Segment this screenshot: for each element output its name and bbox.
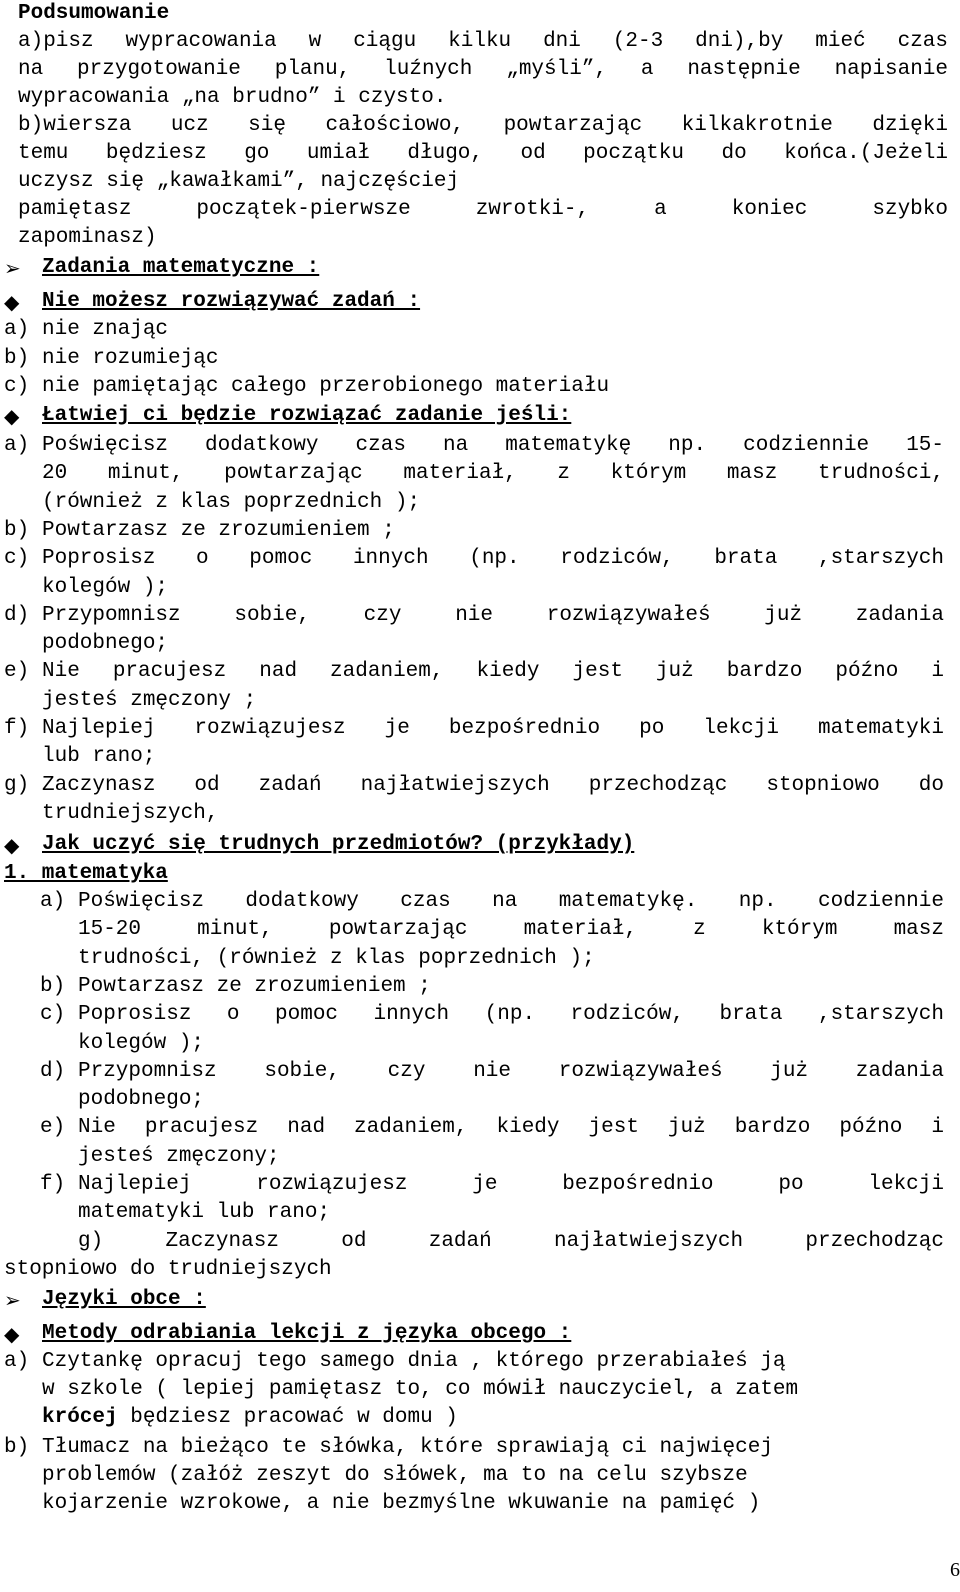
- intro-line: na przygotowanie planu, luźnych „myśli”, a następnie napisanie: [18, 58, 948, 81]
- math-tip-g-line2: stopniowo do trudniejszych: [4, 1258, 332, 1281]
- arrow-bullet-icon: ➢: [4, 256, 21, 280]
- list-marker: b): [40, 974, 66, 998]
- easier-if-line: Powtarzasz ze zrozumieniem ;: [42, 518, 395, 542]
- list-marker: b): [4, 1436, 30, 1459]
- easier-if-line: Poświęcisz dodatkowy czas na matematykę np. codziennie 15-: [42, 434, 944, 457]
- diamond-bullet-icon: ◆: [4, 290, 20, 314]
- math-tip-line: Przypomnisz sobie, czy nie rozwiązywałeś już zadania: [78, 1059, 944, 1083]
- language-tip-a-line3: [42, 1404, 458, 1432]
- math-tip-line: trudności, (również z klas poprzednich );: [78, 946, 595, 970]
- easier-if-line: kolegów );: [42, 575, 169, 599]
- list-marker: a): [4, 434, 30, 457]
- easier-if-line: Najlepiej rozwiązujesz je bezpośrednio po lekcji matematyki: [42, 717, 944, 740]
- easier-if-line: podobnego;: [42, 632, 169, 656]
- easier-if-line: 20 minut, powtarzając materiał, z którym masz trudności,: [42, 462, 944, 486]
- section-heading-podsumowanie: Podsumowanie: [18, 2, 170, 25]
- list-marker: b): [4, 518, 30, 542]
- intro-line: temu będziesz go umiał długo, od początku do końca.(Jeżeli: [18, 142, 948, 165]
- easier-if-line: Poprosisz o pomoc innych (np. rodziców, brata ,starszych: [42, 547, 944, 571]
- list-marker: a): [4, 318, 30, 341]
- heading-easier-if: Łatwiej ci będzie rozwiązać zadanie jeśli:: [42, 404, 572, 427]
- cannot-solve-item: nie pamiętając całego przerobionego materiału: [42, 375, 610, 398]
- math-tip-line: Najlepiej rozwiązujesz je bezpośrednio po lekcji: [78, 1173, 944, 1196]
- language-tip-a-line2: w szkole ( lepiej pamiętasz to, co mówił nauczyciel, a zatem: [42, 1378, 799, 1401]
- intro-line: a)pisz wypracowania w ciągu kilku dni (2-3 dni),by mieć czas: [18, 30, 948, 53]
- heading-language-methods: Metody odrabiania lekcji z języka obcego :: [42, 1322, 572, 1345]
- list-marker: f): [40, 1173, 66, 1196]
- language-tip-b-line2: problemów (załóż zeszyt do słówek, ma to na celu szybsze: [42, 1464, 748, 1487]
- list-marker: g): [4, 773, 30, 797]
- heading-foreign-languages: Języki obce :: [42, 1288, 206, 1311]
- intro-line: pamiętasz początek-pierwsze zwrotki-, a koniec szybko: [18, 198, 948, 221]
- math-tip-line: Nie pracujesz nad zadaniem, kiedy jest już bardzo późno i: [78, 1116, 944, 1140]
- easier-if-line: lub rano;: [42, 745, 156, 769]
- math-tip-line: matematyki lub rano;: [78, 1201, 331, 1225]
- easier-if-line: Nie pracujesz nad zadaniem, kiedy jest już bardzo późno i: [42, 660, 944, 684]
- easier-if-line: jesteś zmęczony ;: [42, 688, 257, 712]
- list-marker: d): [40, 1059, 66, 1083]
- math-tip-line: kolegów );: [78, 1031, 205, 1055]
- diamond-bullet-icon: ◆: [4, 1322, 20, 1346]
- math-tip-line: Powtarzasz ze zrozumieniem ;: [78, 974, 431, 998]
- heading-math-subject: 1. matematyka: [4, 862, 168, 885]
- diamond-bullet-icon: ◆: [4, 404, 20, 428]
- math-tip-line: 15-20 minut, powtarzając materiał, z którym masz: [78, 918, 944, 942]
- math-tip-g-line1: g) Zaczynasz od zadań najłatwiejszych przechodząc: [78, 1230, 944, 1253]
- heading-math-tasks: Zadania matematyczne :: [42, 256, 320, 279]
- intro-line: zapominasz): [18, 226, 157, 249]
- easier-if-line: trudniejszych,: [42, 801, 219, 825]
- language-tip-b-line3: kojarzenie wzrokowe, a nie bezmyślne wkuwanie na pamięć ): [42, 1492, 761, 1515]
- easier-if-line: Przypomnisz sobie, czy nie rozwiązywałeś już zadania: [42, 603, 944, 627]
- easier-if-line: (również z klas poprzednich );: [42, 490, 421, 514]
- list-marker: e): [40, 1116, 66, 1140]
- list-marker: a): [4, 1350, 30, 1373]
- easier-if-line: Zaczynasz od zadań najłatwiejszych przechodząc stopniowo do: [42, 773, 944, 797]
- diamond-bullet-icon: ◆: [4, 833, 20, 857]
- math-tip-line: podobnego;: [78, 1088, 205, 1112]
- language-tip-b-line1: Tłumacz na bieżąco te słówka, które sprawiają ci najwięcej: [42, 1436, 773, 1459]
- math-tip-line: jesteś zmęczony;: [78, 1144, 280, 1168]
- language-tip-a-line3-rest: będziesz pracować w domu ): [117, 1406, 458, 1429]
- arrow-bullet-icon: ➢: [4, 1288, 21, 1312]
- math-tip-line: Poświęcisz dodatkowy czas na matematykę. np. codziennie: [78, 890, 944, 913]
- cannot-solve-item: nie rozumiejąc: [42, 346, 219, 370]
- list-marker: c): [40, 1003, 66, 1027]
- list-marker: c): [4, 375, 30, 398]
- emphasis-word: krócej: [42, 1406, 118, 1429]
- page-number: 6: [950, 1559, 960, 1581]
- intro-line: wypracowania „na brudno” i czysto.: [18, 86, 447, 109]
- list-marker: e): [4, 660, 30, 684]
- list-marker: f): [4, 717, 30, 740]
- cannot-solve-item: nie znając: [42, 318, 169, 341]
- intro-line: uczysz się „kawałkami”, najczęściej: [18, 170, 460, 193]
- list-marker: b): [4, 346, 30, 370]
- language-tip-a-line1: Czytankę opracuj tego samego dnia , którego przerabiałeś ją: [42, 1350, 786, 1373]
- heading-hard-subjects: Jak uczyć się trudnych przedmiotów? (przykłady): [42, 833, 635, 856]
- list-marker: d): [4, 603, 30, 627]
- intro-line: b)wiersza ucz się całościowo, powtarzając kilkakrotnie dzięki: [18, 114, 948, 137]
- math-tip-line: Poprosisz o pomoc innych (np. rodziców, brata ,starszych: [78, 1003, 944, 1027]
- heading-cannot-solve: Nie możesz rozwiązywać zadań :: [42, 290, 421, 313]
- list-marker: c): [4, 547, 30, 571]
- list-marker: a): [40, 890, 66, 913]
